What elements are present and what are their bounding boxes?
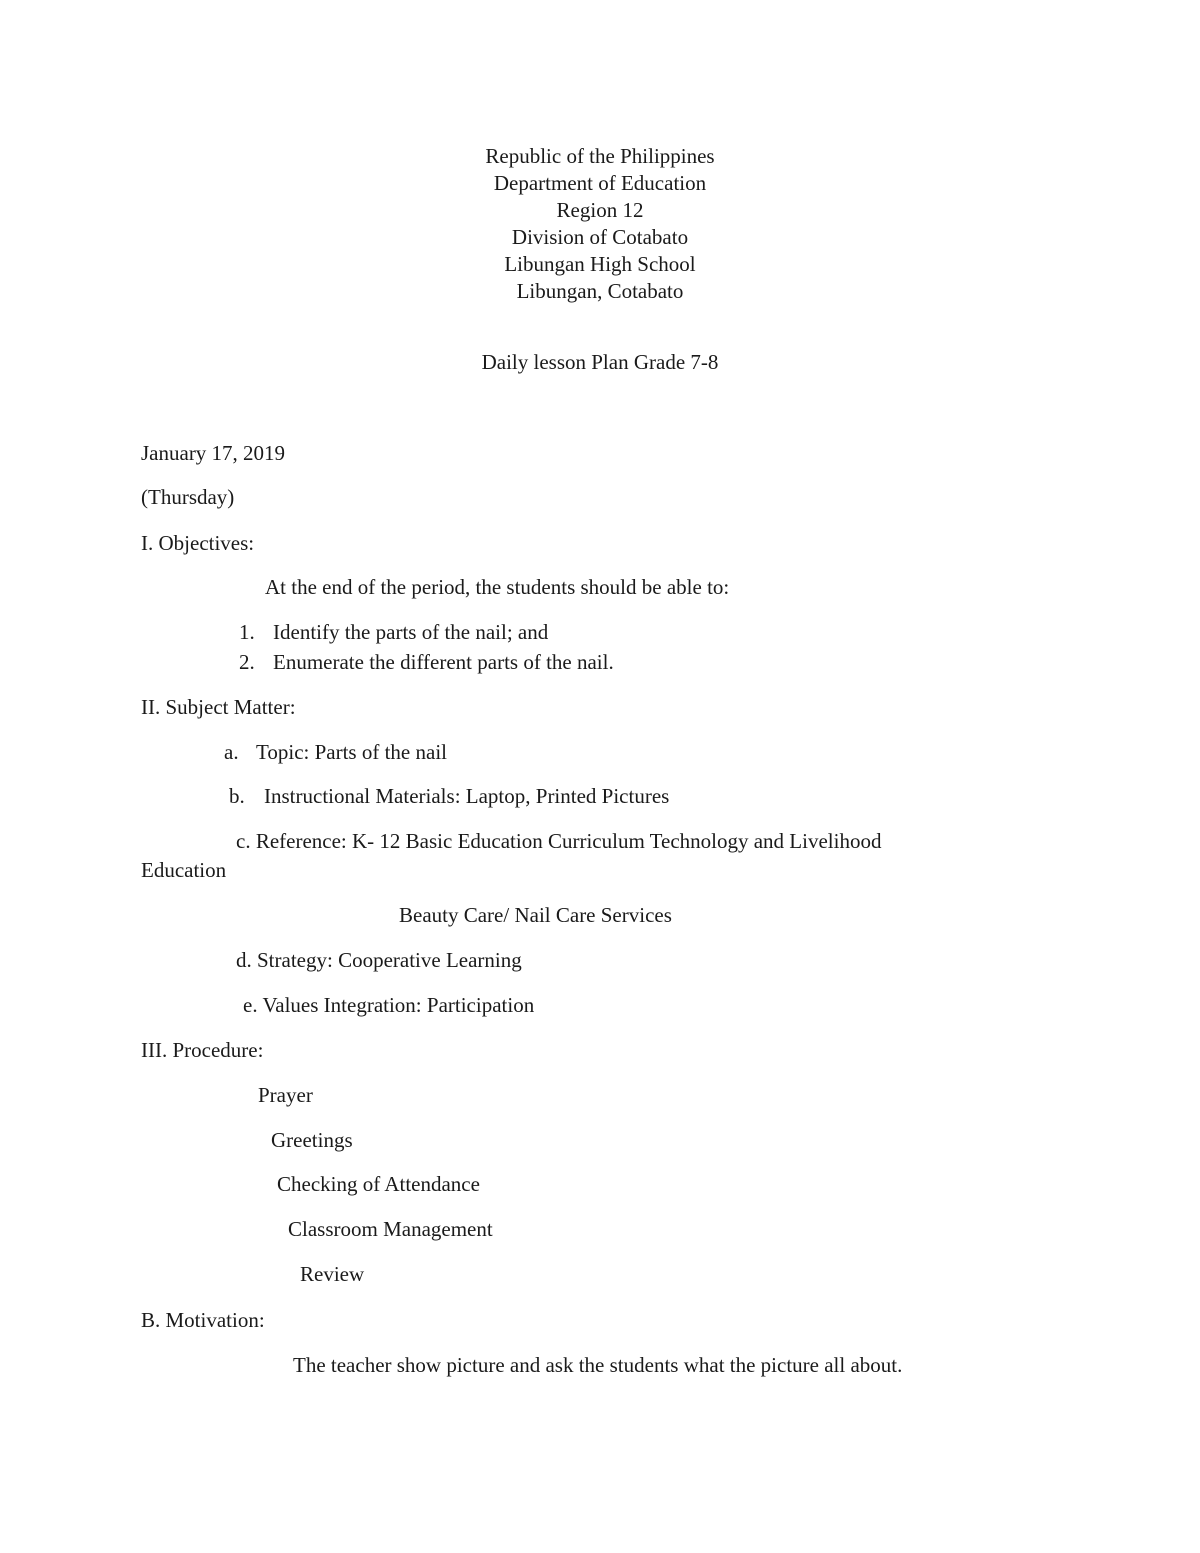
procedure-step: Checking of Attendance: [277, 1172, 480, 1196]
objective-item: Identify the parts of the nail; and: [273, 620, 549, 644]
header-department: Department of Education: [493, 171, 707, 195]
objectives-heading: I. Objectives:: [141, 531, 255, 555]
objective-item: Enumerate the different parts of the nail.: [273, 650, 614, 674]
procedure-step: Classroom Management: [288, 1217, 493, 1241]
topic-letter: a.: [224, 740, 239, 764]
motivation-text: The teacher show picture and ask the students what the picture all about.: [293, 1353, 903, 1377]
lesson-date: January 17, 2019: [141, 441, 286, 465]
lesson-day: (Thursday): [141, 485, 235, 509]
strategy-text: d. Strategy: Cooperative Learning: [236, 948, 522, 972]
procedure-step: Review: [300, 1262, 365, 1286]
procedure-step: Greetings: [271, 1128, 353, 1152]
materials-letter: b.: [229, 784, 245, 808]
motivation-heading: B. Motivation:: [141, 1308, 265, 1332]
header-region: Region 12: [556, 198, 644, 222]
reference-line: c. Reference: K- 12 Basic Education Curriculum Technology and Livelihood: [236, 829, 882, 853]
header-division: Division of Cotabato: [511, 225, 689, 249]
topic-text: Topic: Parts of the nail: [256, 740, 447, 764]
header-location: Libungan, Cotabato: [516, 279, 684, 303]
procedure-heading: III. Procedure:: [141, 1038, 264, 1062]
materials-text: Instructional Materials: Laptop, Printed Pictures: [264, 784, 670, 808]
objectives-intro: At the end of the period, the students should be able to:: [265, 575, 730, 599]
reference-subline: Beauty Care/ Nail Care Services: [399, 903, 672, 927]
document-title: Daily lesson Plan Grade 7-8: [481, 350, 719, 374]
procedure-step: Prayer: [258, 1083, 313, 1107]
reference-line-continued: Education: [141, 858, 227, 882]
header-school: Libungan High School: [504, 252, 696, 276]
values-integration-text: e. Values Integration: Participation: [243, 993, 535, 1017]
objective-number: 2.: [239, 650, 255, 674]
header-republic: Republic of the Philippines: [485, 144, 715, 168]
subject-matter-heading: II. Subject Matter:: [141, 695, 296, 719]
objective-number: 1.: [239, 620, 255, 644]
